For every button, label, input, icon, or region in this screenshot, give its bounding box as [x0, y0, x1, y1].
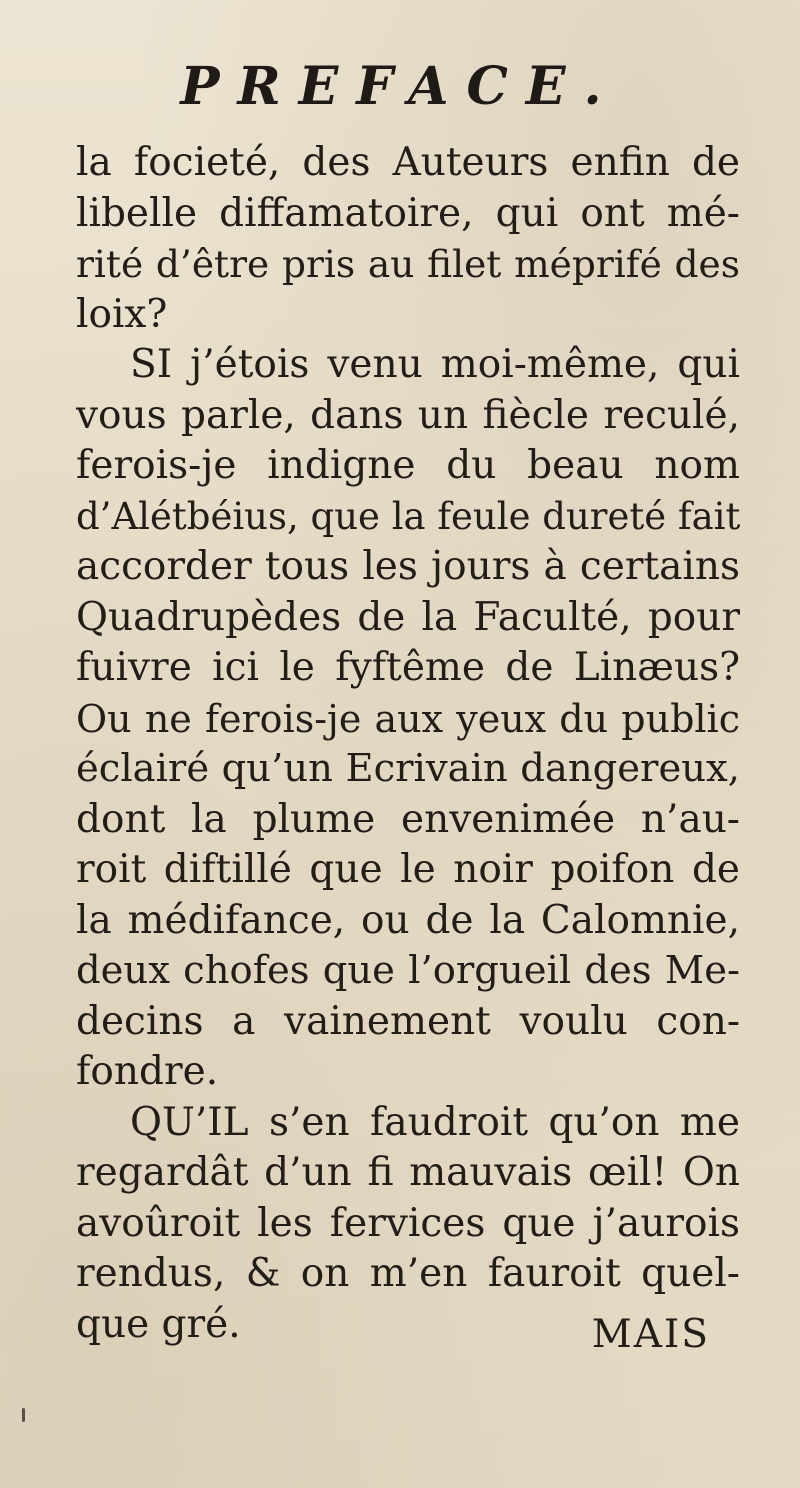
text-line: deux chofes que l’orgueil des Me-	[76, 948, 740, 993]
text-line: Quadrupèdes de la Faculté, pour	[76, 594, 740, 640]
text-line: rendus, & on m’en fauroit quel-	[76, 1251, 740, 1296]
running-header: PREFACE.	[180, 56, 620, 117]
text-line: vous parle, dans un fiècle reculé,	[76, 392, 740, 438]
text-line: loix?	[76, 291, 168, 337]
text-line: fuivre ici le fyftême de Linæus?	[76, 645, 740, 690]
text-line: libelle diffamatoire, qui ont mé-	[76, 190, 740, 236]
margin-mark	[22, 1408, 25, 1422]
text-line: Ou ne ferois-je aux yeux du public	[76, 696, 740, 741]
text-line: d’Alétbéius, que la feule dureté fait	[76, 494, 741, 538]
text-line: avoûroit les fervices que j’aurois	[76, 1200, 740, 1246]
text-line: QU’IL s’en faudroit qu’on me	[130, 1099, 740, 1145]
text-line: SI j’étois venu moi-même, qui	[130, 342, 740, 387]
catchword: MAIS	[591, 1312, 710, 1357]
text-line: la médifance, ou de la Calomnie,	[76, 897, 740, 943]
body-text	[76, 138, 740, 1350]
text-line: decins a vainement voulu con-	[76, 998, 740, 1044]
text-line: éclairé qu’un Ecrivain dangereux,	[76, 746, 740, 791]
text-line: roit diftillé que le noir poifon de	[76, 847, 740, 892]
text-line: rité d’être pris au filet méprifé des	[76, 242, 740, 286]
text-line: dont la plume envenimée n’au-	[76, 796, 740, 842]
text-line: fondre.	[76, 1049, 219, 1094]
text-line: regardât d’un fi mauvais œil! On	[76, 1150, 740, 1195]
text-line: que gré.	[76, 1301, 241, 1347]
text-line: ferois-je indigne du beau nom	[76, 443, 740, 488]
text-line: accorder tous les jours à certains	[76, 544, 740, 589]
text-line: la focieté, des Auteurs enfin de	[76, 140, 740, 185]
